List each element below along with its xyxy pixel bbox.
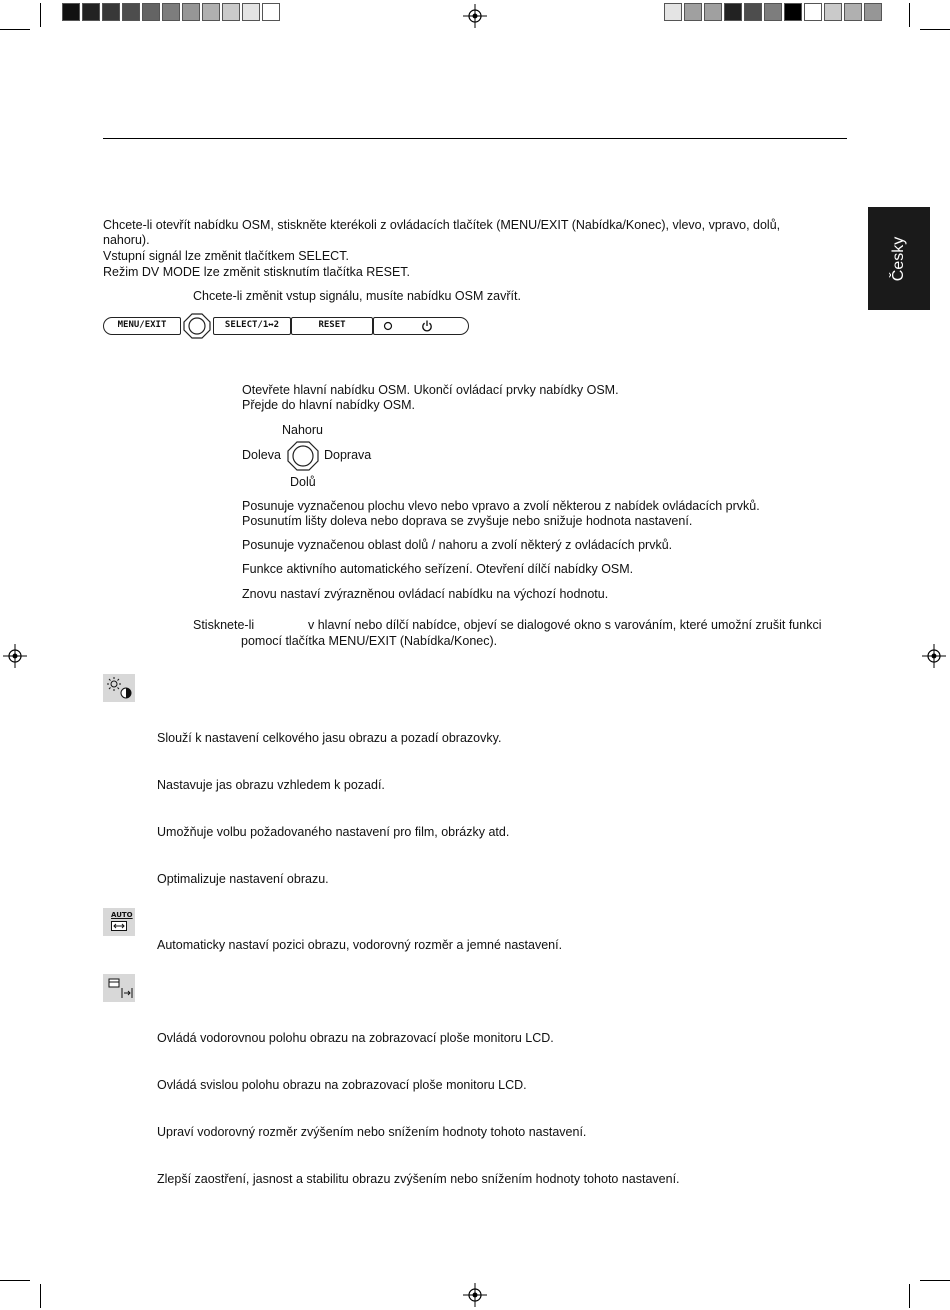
crop-mark (40, 3, 41, 27)
reset-button[interactable]: RESET (291, 317, 373, 335)
color-swatch (102, 3, 120, 21)
intro-line: nahoru). (103, 233, 150, 247)
position-item: Upraví vodorovný rozměr zvýšením nebo snížením hodnoty tohoto nastavení. (157, 1125, 587, 1139)
direction-right-label: Doprava (324, 448, 372, 462)
color-swatch (82, 3, 100, 21)
power-led-icon (383, 321, 393, 331)
position-item: Ovládá vodorovnou polohu obrazu na zobrazovací ploše monitoru LCD. (157, 1031, 554, 1045)
controls-select-line: Funkce aktivního automatického seřízení. Otevření dílčí nabídky OSM. (242, 562, 634, 576)
color-swatch (122, 3, 140, 21)
controls-note: Stisknete-li (193, 618, 255, 632)
brightness-item: Optimalizuje nastavení obrazu. (157, 872, 329, 886)
controls-reset-line: Znovu nastaví zvýrazněnou ovládací nabídku na výchozí hodnotu. (242, 587, 609, 601)
color-swatch (844, 3, 862, 21)
intro-line: Režim DV MODE lze změnit stisknutím tlačítka RESET. (103, 265, 411, 279)
header-rule (103, 138, 847, 139)
position-item: Zlepší zaostření, jasnost a stabilitu obrazu zvýšením nebo snížením hodnoty tohoto nastavení. (157, 1172, 680, 1186)
position-item: Ovládá svislou polohu obrazu na zobrazovací ploše monitoru LCD. (157, 1078, 527, 1092)
registration-mark (463, 4, 487, 28)
control-button-bar (103, 317, 469, 335)
intro-line: Vstupní signál lze změnit tlačítkem SELECT. (103, 249, 349, 263)
auto-adjust-icon (103, 908, 135, 936)
brightness-item: Nastavuje jas obrazu vzhledem k pozadí. (157, 778, 385, 792)
color-swatch (744, 3, 762, 21)
color-bar-right (664, 0, 888, 24)
menu-exit-button[interactable]: MENU/EXIT (103, 317, 181, 335)
color-swatch (684, 3, 702, 21)
brightness-item: Slouží k nastavení celkového jasu obrazu a pozadí obrazovky. (157, 731, 502, 745)
registration-mark (463, 1283, 487, 1307)
controls-menu-line: Přejde do hlavní nabídky OSM. (242, 398, 416, 412)
color-swatch (664, 3, 682, 21)
controls-note: pomocí tlačítka MENU/EXIT (Nabídka/Konec). (241, 634, 498, 648)
controls-ud-line: Posunuje vyznačenou oblast dolů / nahoru a zvolí některý z ovládacích prvků. (242, 538, 673, 552)
language-tab (868, 207, 930, 310)
controls-lr-line: Posunutím lišty doleva nebo doprava se zvyšuje nebo snižuje hodnota nastavení. (242, 514, 693, 528)
color-swatch (824, 3, 842, 21)
crop-mark (0, 29, 30, 30)
registration-mark (922, 644, 946, 668)
auto-adjust-icon-label: AUTO (111, 911, 133, 919)
power-icon[interactable] (421, 320, 433, 332)
controls-menu-line: Otevřete hlavní nabídku OSM. Ukončí ovládací prvky nabídky OSM. (242, 383, 619, 397)
color-swatch (162, 3, 180, 21)
crop-mark (909, 3, 910, 27)
select-button[interactable]: SELECT/1↔2 (213, 317, 291, 335)
color-bar-left (62, 0, 286, 24)
color-swatch (764, 3, 782, 21)
position-icon (103, 974, 135, 1002)
crop-mark (920, 29, 950, 30)
color-swatch (262, 3, 280, 21)
crop-mark (920, 1280, 950, 1281)
direction-up-label: Nahoru (282, 423, 323, 437)
color-swatch (864, 3, 882, 21)
controls-note: v hlavní nebo dílčí nabídce, objeví se dialogové okno s varováním, které umožní zrušit funkci (308, 618, 822, 632)
intro-note: Chcete-li změnit vstup signálu, musíte nabídku OSM zavřít. (193, 289, 521, 303)
crop-mark (40, 1284, 41, 1308)
intro-line: Chcete-li otevřít nabídku OSM, stiskněte kterékoli z ovládacích tlačítek (MENU/EXIT (Nabídka/Konec), vlevo, vpravo, dolů, (103, 218, 781, 232)
color-swatch (62, 3, 80, 21)
crop-mark (0, 1280, 30, 1281)
language-tab-label: Česky (890, 236, 907, 281)
color-swatch (142, 3, 160, 21)
four-way-pad-icon[interactable] (183, 313, 211, 339)
crop-mark (909, 1284, 910, 1308)
color-swatch (724, 3, 742, 21)
auto-adjust-item: Automaticky nastaví pozici obrazu, vodorovný rozměr a jemné nastavení. (157, 938, 563, 952)
color-swatch (182, 3, 200, 21)
direction-down-label: Dolů (290, 475, 316, 489)
color-swatch (784, 3, 802, 21)
color-swatch (242, 3, 260, 21)
color-swatch (804, 3, 822, 21)
direction-pad-icon (287, 441, 319, 471)
color-swatch (704, 3, 722, 21)
registration-mark (3, 644, 27, 668)
color-swatch (222, 3, 240, 21)
controls-lr-line: Posunuje vyznačenou plochu vlevo nebo vpravo a zvolí některou z nabídek ovládacích prvků. (242, 499, 760, 513)
brightness-item: Umožňuje volbu požadovaného nastavení pro film, obrázky atd. (157, 825, 510, 839)
direction-left-label: Doleva (242, 448, 281, 462)
color-swatch (202, 3, 220, 21)
brightness-contrast-icon (103, 674, 135, 702)
